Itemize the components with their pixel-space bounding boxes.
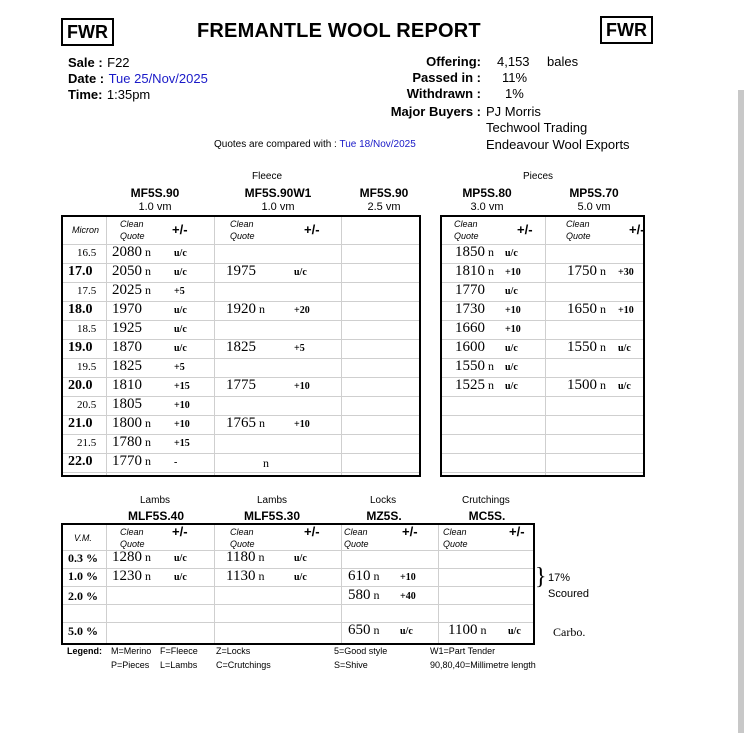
column-vm: 2.5 vm [367, 201, 401, 213]
legend-item: Z=Locks [216, 646, 251, 656]
quote-flag: n [259, 302, 265, 316]
micron-label: 17.5 [77, 285, 97, 297]
passed-value: 11% [502, 70, 528, 85]
quote-value [112, 453, 151, 470]
compared-label: Quotes are compared with : [214, 139, 337, 150]
scoured-text: Scoured [548, 588, 589, 600]
column-code: MF5S.90 [130, 186, 180, 200]
micron-label: 20.0 [68, 378, 93, 393]
quote-value [112, 244, 151, 261]
quote-flag: n [145, 416, 151, 430]
quote-value [112, 568, 151, 585]
quote-number: 1780 [112, 434, 142, 450]
change-value: +5 [174, 362, 185, 373]
change-value: +10 [294, 381, 310, 392]
quote-flag: n [373, 623, 380, 637]
quote-number: 1180 [226, 549, 256, 565]
buyer-1: PJ Morris [486, 104, 541, 119]
row-divider [442, 415, 643, 416]
change-header: +/- [304, 524, 320, 539]
micron-label: 17.0 [68, 264, 93, 279]
change-value: u/c [505, 248, 518, 259]
quote-value [226, 339, 259, 356]
quote-label: Quote [230, 539, 255, 549]
quote-number: 1280 [112, 549, 142, 565]
quote-label: Quote [454, 231, 479, 241]
quote-value [455, 282, 488, 299]
quote-value [567, 263, 606, 280]
change-value: +15 [174, 438, 190, 449]
quote-number: 1100 [448, 622, 478, 638]
quote-number: 1920 [226, 301, 256, 317]
quote-label: Quote [230, 231, 255, 241]
change-value: u/c [508, 626, 521, 637]
quote-flag: n [480, 623, 487, 637]
withdrawn-label: Withdrawn : [406, 86, 481, 101]
change-value: u/c [294, 267, 307, 278]
vm-header: V.M. [74, 533, 92, 543]
change-header: +/- [509, 524, 525, 539]
quote-flag: n [488, 378, 494, 392]
quote-value [226, 549, 264, 566]
offering-label: Offering: [426, 54, 481, 69]
column-code: MF5S.90W1 [244, 186, 312, 200]
quote-label: Quote [344, 539, 369, 549]
quote-value [112, 339, 145, 356]
quote-number: 1130 [226, 568, 256, 584]
change-header: +/- [517, 222, 533, 237]
change-value: +40 [400, 591, 416, 602]
legend-item: M=Merino [111, 646, 152, 656]
legend-item: P=Pieces [111, 660, 150, 670]
quote-number: 1730 [455, 301, 485, 317]
change-value: u/c [174, 305, 187, 316]
group-fleece: Fleece [252, 171, 283, 182]
quote-number: 1600 [455, 339, 485, 355]
quote-value [455, 263, 494, 280]
legend-item: W1=Part Tender [430, 646, 496, 656]
quote-value [348, 568, 380, 585]
column-vm: 1.0 vm [261, 201, 295, 213]
scoured-pct: 17% [548, 572, 571, 584]
legend-item: C=Crutchings [216, 660, 271, 670]
quote-number: 1810 [112, 377, 142, 393]
sale-label: Sale : [68, 55, 103, 70]
quote-value [112, 358, 145, 375]
quote-flag: n [145, 283, 151, 297]
quote-number: 1850 [455, 244, 485, 260]
legend-item: 5=Good style [334, 646, 388, 656]
change-value: u/c [294, 572, 307, 583]
micron-label: 18.5 [77, 323, 97, 335]
quote-number: 1975 [226, 263, 256, 279]
quote-value [455, 339, 488, 356]
quote-number: 1970 [112, 301, 142, 317]
group-lambs-1: Lambs [140, 495, 171, 506]
quote-flag: n [488, 264, 494, 278]
time-line [68, 86, 150, 104]
change-value: u/c [174, 343, 187, 354]
quote-value [112, 415, 151, 432]
column-code: MF5S.90 [359, 186, 409, 200]
quote-flag: n [488, 245, 494, 259]
group-lambs-2: Lambs [257, 495, 288, 506]
change-value: u/c [174, 572, 187, 583]
col-divider [214, 217, 215, 475]
micron-label: 21.0 [68, 416, 93, 431]
date-label: Date : [68, 71, 105, 86]
clean-label: Clean [443, 527, 467, 537]
change-header: +/- [172, 524, 188, 539]
micron-label: 22.0 [68, 454, 93, 469]
change-header: +/- [629, 222, 645, 237]
quote-flag: n [145, 550, 151, 564]
scoured-brace: } [535, 564, 547, 590]
change-header: +/- [172, 222, 188, 237]
offering-value: 4,153 [497, 54, 530, 69]
vm-label: 0.3 % [68, 551, 98, 565]
quote-number: 1765 [226, 415, 256, 431]
quote-number: 1650 [567, 301, 597, 317]
row-divider [442, 396, 643, 397]
quote-number: 1825 [226, 339, 256, 355]
legend-label: Legend: [67, 646, 102, 656]
change-value: u/c [174, 248, 187, 259]
clean-label: Clean [566, 219, 590, 229]
vm-label: 1.0 % [68, 569, 98, 583]
quote-number: 1775 [226, 377, 256, 393]
quote-value [567, 339, 606, 356]
quote-flag: n [145, 569, 151, 583]
column-code: MLF5S.30 [243, 509, 300, 523]
quote-value [112, 377, 145, 394]
row-divider [63, 604, 533, 605]
quote-flag: n [145, 264, 151, 278]
quote-number: 1800 [112, 415, 142, 431]
column-code: MP5S.70 [569, 186, 619, 200]
row-divider [442, 472, 643, 473]
change-value: u/c [294, 553, 307, 564]
time-label: Time: [68, 87, 103, 102]
quote-number: 2025 [112, 282, 142, 298]
change-value: +15 [174, 381, 190, 392]
quote-number: 1660 [455, 320, 485, 336]
quote-value [567, 301, 606, 318]
quote-value [226, 415, 265, 432]
group-pieces: Pieces [523, 171, 554, 182]
quote-value [348, 622, 380, 639]
offering-unit: bales [547, 54, 579, 69]
change-value: +5 [294, 343, 305, 354]
change-value: u/c [618, 381, 631, 392]
row-divider [442, 434, 643, 435]
quote-flag: n [600, 264, 606, 278]
quote-number: 1525 [455, 377, 485, 393]
quote-label: Quote [566, 231, 591, 241]
carbo-text: Carbo. [553, 625, 586, 639]
change-header: +/- [304, 222, 320, 237]
quote-value [455, 301, 488, 318]
change-value: u/c [400, 626, 413, 637]
quote-value [112, 263, 151, 280]
quote-flag: n [145, 435, 151, 449]
quote-number: 2080 [112, 244, 142, 260]
quote-number: 2050 [112, 263, 142, 279]
quote-value [112, 434, 151, 451]
quote-number: 610 [348, 568, 371, 584]
change-value: u/c [505, 381, 518, 392]
clean-label: Clean [230, 527, 254, 537]
quote-number: 1750 [567, 263, 597, 279]
clean-label: Clean [120, 527, 144, 537]
quote-number: 580 [348, 587, 371, 603]
change-value: +20 [294, 305, 310, 316]
quote-number: 650 [348, 622, 371, 638]
quote-number: 1770 [455, 282, 485, 298]
quote-number: 1805 [112, 396, 142, 412]
quote-flag: n [373, 569, 380, 583]
quote-number: 1550 [455, 358, 485, 374]
quote-value [455, 244, 494, 261]
micron-label: 21.5 [77, 437, 97, 449]
clean-label: Clean [120, 219, 144, 229]
fwr-logo-left: FWR [61, 18, 114, 46]
quote-value [112, 396, 145, 413]
change-value: u/c [505, 362, 518, 373]
buyers-label: Major Buyers : [390, 104, 481, 119]
group-locks: Locks [370, 495, 397, 506]
column-code: MP5S.80 [462, 186, 512, 200]
change-value: +10 [505, 305, 521, 316]
col-divider [341, 217, 342, 475]
vm-label: 2.0 % [68, 589, 98, 603]
micron-label: 19.0 [68, 340, 93, 355]
quote-value [112, 282, 151, 299]
quote-number: 1500 [567, 377, 597, 393]
date-value: Tue 25/Nov/2025 [108, 71, 208, 86]
clean-label: Clean [230, 219, 254, 229]
quote-value [226, 263, 259, 280]
quote-flag: n [600, 302, 606, 316]
quote-label: Quote [120, 231, 145, 241]
change-value: +10 [174, 419, 190, 430]
row-divider [63, 586, 533, 587]
col-divider [214, 525, 215, 643]
col-divider [438, 525, 439, 643]
change-value: - [174, 457, 178, 468]
passed-label: Passed in : [412, 70, 481, 85]
change-value: +10 [505, 267, 521, 278]
quote-value [455, 358, 494, 375]
change-value: u/c [174, 553, 187, 564]
quote-flag: n [373, 588, 380, 602]
column-code: MC5S. [468, 509, 506, 523]
quote-value [112, 549, 151, 566]
report-title: FREMANTLE WOOL REPORT [197, 20, 481, 42]
micron-label: 20.5 [77, 399, 97, 411]
legend-item: S=Shive [334, 660, 368, 670]
time-value: 1:35pm [106, 87, 151, 102]
fwr-logo-right: FWR [600, 16, 653, 44]
quote-number: 1810 [455, 263, 485, 279]
vertical-scrollbar[interactable] [738, 90, 744, 733]
col-divider [106, 525, 107, 643]
column-vm: 5.0 vm [577, 201, 611, 213]
micron-header: Micron [72, 225, 100, 235]
change-value: +10 [174, 400, 190, 411]
micron-label: 18.0 [68, 302, 93, 317]
quote-value [455, 320, 488, 337]
legend-item: F=Fleece [160, 646, 198, 656]
quote-flag: n [145, 454, 151, 468]
row-divider [63, 472, 419, 473]
quote-flag: n [258, 569, 265, 583]
quote-value [226, 377, 259, 394]
quote-label: Quote [120, 539, 145, 549]
quote-flag: n [259, 416, 265, 430]
quote-flag: n [488, 359, 494, 373]
change-header: +/- [402, 524, 418, 539]
quote-value [348, 587, 380, 604]
col-divider [545, 217, 546, 475]
quote-number: 1925 [112, 320, 142, 336]
change-value: +5 [174, 286, 185, 297]
col-divider [106, 217, 107, 475]
micron-label: 19.5 [77, 361, 97, 373]
quote-number: 1550 [567, 339, 597, 355]
buyer-3: Endeavour Wool Exports [486, 137, 630, 152]
change-value: +30 [618, 267, 634, 278]
quote-number: 1230 [112, 568, 142, 584]
compared-line [214, 139, 416, 150]
quote-value [455, 377, 494, 394]
quote-flag: n [145, 245, 151, 259]
quote-value [226, 568, 264, 585]
micron-label: 16.5 [77, 247, 97, 259]
legend-item: L=Lambs [160, 660, 198, 670]
vm-label: 5.0 % [68, 624, 98, 638]
quote-number: 1870 [112, 339, 142, 355]
quote-number: 1825 [112, 358, 142, 374]
group-crutchings: Crutchings [462, 495, 510, 506]
quote-flag: n [600, 340, 606, 354]
quote-number: 1770 [112, 453, 142, 469]
change-value: u/c [618, 343, 631, 354]
change-value: u/c [505, 286, 518, 297]
quote-value [448, 622, 486, 639]
column-vm: 3.0 vm [470, 201, 504, 213]
buyer-2: Techwool Trading [486, 120, 588, 135]
change-value: u/c [174, 267, 187, 278]
compared-date: Tue 18/Nov/2025 [339, 139, 416, 150]
col-divider [341, 525, 342, 643]
column-code: MLF5S.40 [127, 509, 184, 523]
clean-label: Clean [344, 527, 368, 537]
change-value: u/c [174, 324, 187, 335]
quote-value [226, 301, 265, 318]
change-value: +10 [294, 419, 310, 430]
change-value: +10 [400, 572, 416, 583]
change-value: +10 [505, 324, 521, 335]
quote-value [112, 301, 145, 318]
withdrawn-value: 1% [505, 86, 524, 101]
quote-label: Quote [443, 539, 468, 549]
row-divider [442, 453, 643, 454]
quote-flag: n [258, 550, 265, 564]
column-code: MZ5S. [366, 509, 402, 523]
change-value: +10 [618, 305, 634, 316]
sale-value: F22 [107, 55, 130, 70]
quote-value [567, 377, 606, 394]
legend-item: 90,80,40=Millimetre length [430, 660, 536, 670]
quote-flag: n [263, 456, 269, 470]
change-value: u/c [505, 343, 518, 354]
clean-label: Clean [454, 219, 478, 229]
quote-value [112, 320, 145, 337]
column-vm: 1.0 vm [138, 201, 172, 213]
quote-flag: n [600, 378, 606, 392]
